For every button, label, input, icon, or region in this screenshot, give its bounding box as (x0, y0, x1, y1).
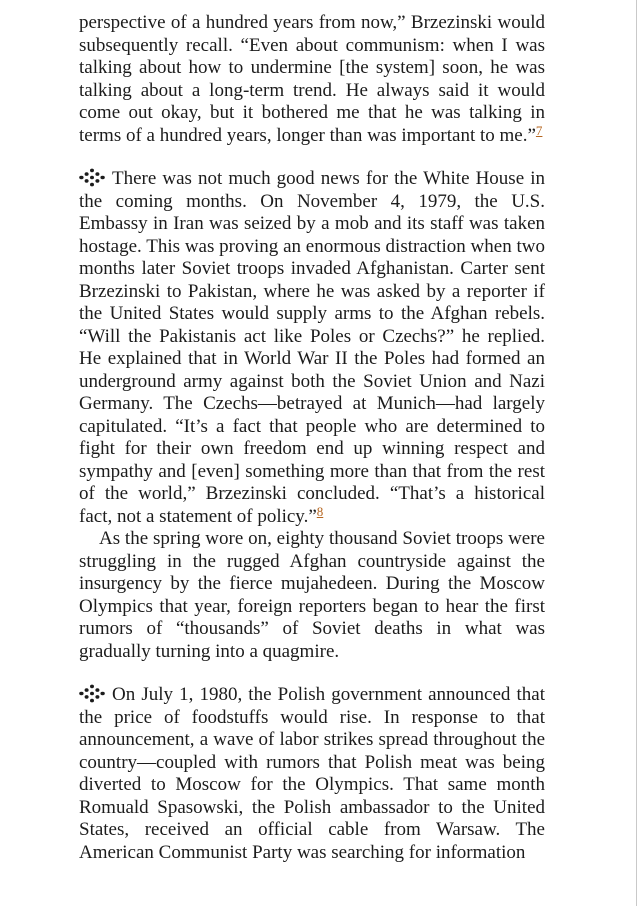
paragraph-continuation (79, 12, 545, 147)
paragraph-spring (79, 528, 545, 663)
footnote-marker (536, 123, 543, 138)
section-break-ornament-icon (79, 168, 105, 187)
book-page-text-column (79, 12, 545, 864)
paragraph-text: As the spring wore on, eighty thousand Soviet troops were struggling in the rugged Afghan countryside against the insurgency by the fierce mujahedeen. During the Moscow Olympics that year, foreign reporters began to hear the first rumors of “thousands” of Soviet deaths in what was gradually turning into a quagmire. (79, 528, 545, 662)
footnote-link-8[interactable]: 8 (316, 503, 324, 519)
paragraph-text: There was not much good news for the White House in the coming months. On November 4, 1979, the U.S. Embassy in Iran was seized by a mob and its staff was taken hostage. This was proving an enormous distraction when two months later Soviet troops invaded Afghanistan. Carter sent Brzezinski to Pakistan, where he was asked by a reporter if the United States would supply arms to the Afghan rebels. “Will the Pakistanis act like Poles or Czechs?” he replied. He explained that in World War II the Poles had formed an underground army against both the Soviet Union and Nazi Germany. The Czechs—betrayed at Munich—had largely capitulated. “It’s a fact that people who are determined to fight for their own freedom end up winning respect and sympathy and [even] something more than that from the rest of the world,” Brzezinski concluded. “That’s a historical fact, not a statement of policy.” (79, 168, 545, 527)
paragraph-section-poland (79, 684, 545, 864)
paragraph-text: On July 1, 1980, the Polish government announced that the price of foodstuffs would rise. In response to that announcement, a wave of labor strikes spread throughout the country—coupled with rumors that Polish meat was being diverted to Moscow for the Olympics. That same month Romuald Spasowski, the Polish ambassador to the United States, received an official cable from Warsaw. The American Communist Party was searching for information (79, 684, 545, 863)
footnote-link-7[interactable]: 7 (535, 122, 543, 138)
paragraph-text: perspective of a hundred years from now,” Brzezinski would subsequently recall. “Even about communism: when I was talking about how to undermine [the system] soon, he was talking about a long-term trend. He always said it would come out okay, but it bothered me that he was talking in terms of a hundred years, longer than was important to me.” (79, 12, 545, 146)
footnote-marker (317, 504, 324, 519)
reader-pane-edge-divider (636, 0, 637, 906)
paragraph-section-white-house (79, 168, 545, 528)
section-break-ornament-icon (79, 684, 105, 703)
